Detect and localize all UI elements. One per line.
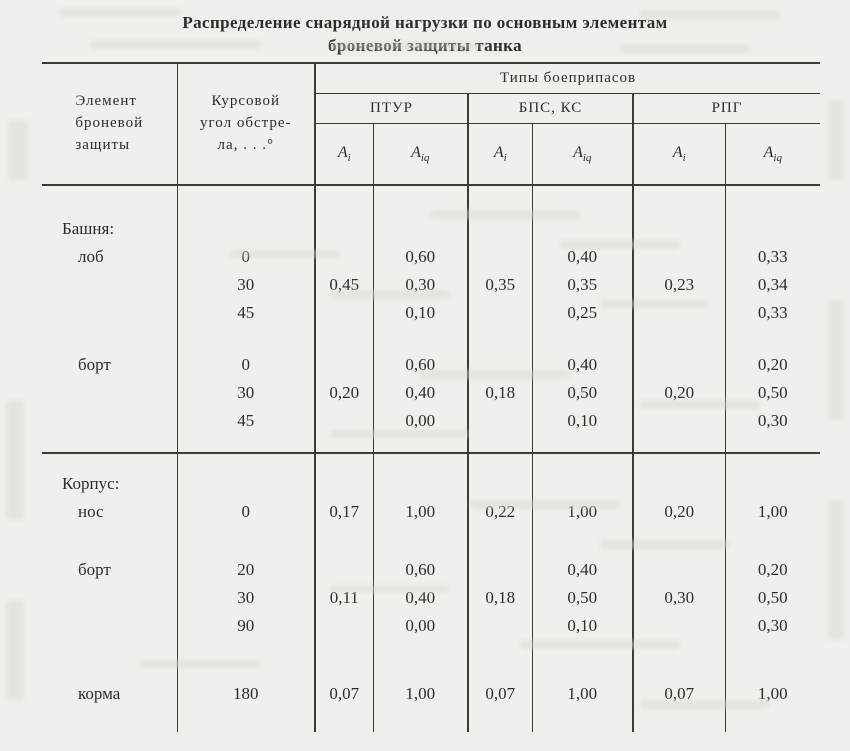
- element-label: борт: [78, 560, 111, 579]
- bleedthrough-mark: [828, 300, 844, 420]
- load-value: [315, 556, 373, 584]
- load-value: [315, 351, 373, 379]
- bleedthrough-mark: [6, 600, 24, 700]
- load-distribution-table: [42, 62, 820, 732]
- angle-value: 0: [177, 351, 315, 379]
- element-label: [42, 185, 177, 215]
- load-value: 0,60: [373, 351, 468, 379]
- element-label: [42, 526, 177, 556]
- angle-value: [177, 185, 315, 215]
- spacer-row: [42, 526, 820, 556]
- angle-value: 30: [177, 584, 315, 612]
- table-body: [42, 185, 820, 732]
- angle-value: [177, 435, 315, 453]
- load-value: 0,07: [468, 680, 532, 708]
- group-row: [42, 215, 820, 243]
- angle-value: [177, 708, 315, 732]
- load-value: [633, 435, 725, 453]
- load-value: [633, 185, 725, 215]
- group-label: Корпус:: [62, 474, 120, 493]
- load-value: [468, 327, 532, 351]
- table-title: [0, 0, 850, 58]
- load-value: [373, 327, 468, 351]
- element-label: [42, 299, 177, 327]
- element-label: нос: [78, 502, 104, 521]
- load-value: 0,20: [315, 379, 373, 407]
- load-value: [468, 215, 532, 243]
- load-value: [633, 640, 725, 680]
- load-value: [373, 454, 468, 470]
- load-value: [725, 327, 820, 351]
- load-value: 0,45: [315, 271, 373, 299]
- load-value: 0,35: [532, 271, 633, 299]
- header-rpg-ai: $A_i$: [633, 123, 725, 185]
- load-value: [633, 454, 725, 470]
- load-value: 1,00: [373, 498, 468, 526]
- load-value: [315, 215, 373, 243]
- load-value: [373, 640, 468, 680]
- element-label: [42, 640, 177, 680]
- table-row: [42, 271, 820, 299]
- load-value: 1,00: [532, 680, 633, 708]
- load-value: 0,20: [725, 556, 820, 584]
- angle-value: 0: [177, 498, 315, 526]
- angle-value: 30: [177, 379, 315, 407]
- table-row: [42, 584, 820, 612]
- load-value: 0,50: [532, 584, 633, 612]
- bleedthrough-mark: [828, 100, 844, 180]
- load-value: [633, 407, 725, 435]
- load-value: [532, 470, 633, 498]
- header-group-ptur: ПТУР: [315, 93, 468, 123]
- load-value: 0,00: [373, 612, 468, 640]
- load-value: [315, 185, 373, 215]
- load-value: [725, 526, 820, 556]
- load-value: 0,30: [725, 612, 820, 640]
- load-value: [468, 612, 532, 640]
- load-value: 1,00: [532, 498, 633, 526]
- load-value: [468, 640, 532, 680]
- load-value: 0,30: [633, 584, 725, 612]
- load-value: 0,34: [725, 271, 820, 299]
- load-value: [532, 435, 633, 453]
- table-row: [42, 243, 820, 271]
- load-value: [468, 243, 532, 271]
- load-value: 0,50: [725, 379, 820, 407]
- load-value: 0,07: [315, 680, 373, 708]
- load-value: [315, 243, 373, 271]
- header-element-col: Элемент броневой защиты: [75, 93, 144, 153]
- load-value: 0,40: [373, 379, 468, 407]
- load-value: [468, 526, 532, 556]
- load-value: 0,18: [468, 379, 532, 407]
- load-value: [315, 454, 373, 470]
- angle-value: [177, 215, 315, 243]
- table-title-line2: броневой защиты танка: [327, 35, 523, 55]
- load-value: [633, 526, 725, 556]
- group-row: [42, 470, 820, 498]
- element-label: [42, 454, 177, 470]
- spacer-row: [42, 327, 820, 351]
- group-label: Башня:: [62, 219, 115, 238]
- load-value: [315, 526, 373, 556]
- load-value: [725, 215, 820, 243]
- load-value: [633, 299, 725, 327]
- element-label: лоб: [78, 247, 104, 266]
- load-value: 0,30: [725, 407, 820, 435]
- load-value: 0,60: [373, 556, 468, 584]
- load-value: [633, 556, 725, 584]
- load-value: [315, 708, 373, 732]
- load-value: 0,40: [532, 243, 633, 271]
- angle-value: 45: [177, 407, 315, 435]
- angle-value: 180: [177, 680, 315, 708]
- load-value: [633, 351, 725, 379]
- element-label: [42, 584, 177, 612]
- angle-value: 20: [177, 556, 315, 584]
- angle-value: 30: [177, 271, 315, 299]
- load-value: [315, 640, 373, 680]
- load-value: [468, 407, 532, 435]
- load-value: [315, 407, 373, 435]
- table-container: [42, 62, 820, 732]
- load-value: 1,00: [725, 498, 820, 526]
- table-row: [42, 351, 820, 379]
- element-label: борт: [78, 355, 111, 374]
- angle-value: 45: [177, 299, 315, 327]
- load-value: 0,60: [373, 243, 468, 271]
- header-ammo-types: Типы боеприпасов: [315, 63, 820, 93]
- load-value: 0,33: [725, 243, 820, 271]
- load-value: 0,35: [468, 271, 532, 299]
- angle-value: [177, 526, 315, 556]
- load-value: [468, 470, 532, 498]
- spacer-row: [42, 435, 820, 453]
- load-value: 0,50: [532, 379, 633, 407]
- table-row: [42, 498, 820, 526]
- load-value: 1,00: [725, 680, 820, 708]
- load-value: 0,11: [315, 584, 373, 612]
- load-value: [468, 708, 532, 732]
- header-ptur-aiq: $A_{iq}$: [373, 123, 468, 185]
- load-value: [725, 454, 820, 470]
- load-value: [725, 470, 820, 498]
- angle-value: [177, 454, 315, 470]
- load-value: [633, 470, 725, 498]
- load-value: 0,40: [532, 556, 633, 584]
- load-value: 0,25: [532, 299, 633, 327]
- element-label: [42, 271, 177, 299]
- angle-value: 90: [177, 612, 315, 640]
- load-value: [532, 215, 633, 243]
- load-value: 0,40: [373, 584, 468, 612]
- load-value: [468, 299, 532, 327]
- header-bps-aiq: $A_{iq}$: [532, 123, 633, 185]
- load-value: 0,17: [315, 498, 373, 526]
- element-label: корма: [78, 684, 121, 703]
- table-row: [42, 407, 820, 435]
- element-label: [42, 379, 177, 407]
- load-value: 0,10: [532, 612, 633, 640]
- spacer-row: [42, 708, 820, 732]
- table-row: [42, 680, 820, 708]
- spacer-row: [42, 640, 820, 680]
- load-value: [468, 351, 532, 379]
- load-value: [468, 185, 532, 215]
- load-value: 0,23: [633, 271, 725, 299]
- load-value: [468, 454, 532, 470]
- load-value: [633, 612, 725, 640]
- element-label: [42, 327, 177, 351]
- table-row: [42, 379, 820, 407]
- load-value: [373, 470, 468, 498]
- header-group-bps-ks: БПС, КС: [468, 93, 633, 123]
- element-label: [42, 612, 177, 640]
- load-value: 0,50: [725, 584, 820, 612]
- load-value: [315, 470, 373, 498]
- load-value: 1,00: [373, 680, 468, 708]
- bleedthrough-mark: [6, 400, 24, 520]
- load-value: 0,20: [725, 351, 820, 379]
- load-value: [633, 215, 725, 243]
- table-header: [42, 63, 820, 185]
- load-value: 0,18: [468, 584, 532, 612]
- bleedthrough-mark: [8, 120, 28, 180]
- load-value: [373, 215, 468, 243]
- header-bps-ai: $A_i$: [468, 123, 532, 185]
- load-value: 0,10: [532, 407, 633, 435]
- load-value: [633, 243, 725, 271]
- spacer-row: [42, 185, 820, 215]
- load-value: [315, 435, 373, 453]
- element-label: [42, 708, 177, 732]
- load-value: [468, 556, 532, 584]
- load-value: 0,20: [633, 379, 725, 407]
- load-value: 0,30: [373, 271, 468, 299]
- load-value: 0,07: [633, 680, 725, 708]
- header-group-rpg: РПГ: [633, 93, 820, 123]
- load-value: [373, 708, 468, 732]
- angle-value: [177, 470, 315, 498]
- load-value: [532, 526, 633, 556]
- load-value: 0,40: [532, 351, 633, 379]
- spacer-row: [42, 454, 820, 470]
- load-value: [725, 640, 820, 680]
- load-value: [373, 185, 468, 215]
- table-row: [42, 612, 820, 640]
- angle-value: 0: [177, 243, 315, 271]
- table-row: [42, 299, 820, 327]
- table-title-line1: Распределение снарядной нагрузки по основным элементам: [182, 13, 668, 32]
- header-ptur-ai: $A_i$: [315, 123, 373, 185]
- load-value: [633, 327, 725, 351]
- load-value: 0,20: [633, 498, 725, 526]
- load-value: [725, 435, 820, 453]
- angle-value: [177, 327, 315, 351]
- element-label: [42, 407, 177, 435]
- load-value: [468, 435, 532, 453]
- header-rpg-aiq: $A_{iq}$: [725, 123, 820, 185]
- load-value: [315, 299, 373, 327]
- bleedthrough-mark: [828, 500, 844, 640]
- load-value: [725, 185, 820, 215]
- element-label: [42, 435, 177, 453]
- load-value: [373, 435, 468, 453]
- load-value: [532, 185, 633, 215]
- load-value: [532, 327, 633, 351]
- load-value: [373, 526, 468, 556]
- load-value: [725, 708, 820, 732]
- load-value: [315, 327, 373, 351]
- angle-value: [177, 640, 315, 680]
- header-angle-col: Курсовой угол обстре- ла, . . .°: [177, 63, 315, 185]
- load-value: [532, 708, 633, 732]
- load-value: [633, 708, 725, 732]
- load-value: [532, 454, 633, 470]
- load-value: 0,10: [373, 299, 468, 327]
- load-value: 0,33: [725, 299, 820, 327]
- load-value: 0,22: [468, 498, 532, 526]
- table-row: [42, 556, 820, 584]
- load-value: [315, 612, 373, 640]
- load-value: 0,00: [373, 407, 468, 435]
- load-value: [532, 640, 633, 680]
